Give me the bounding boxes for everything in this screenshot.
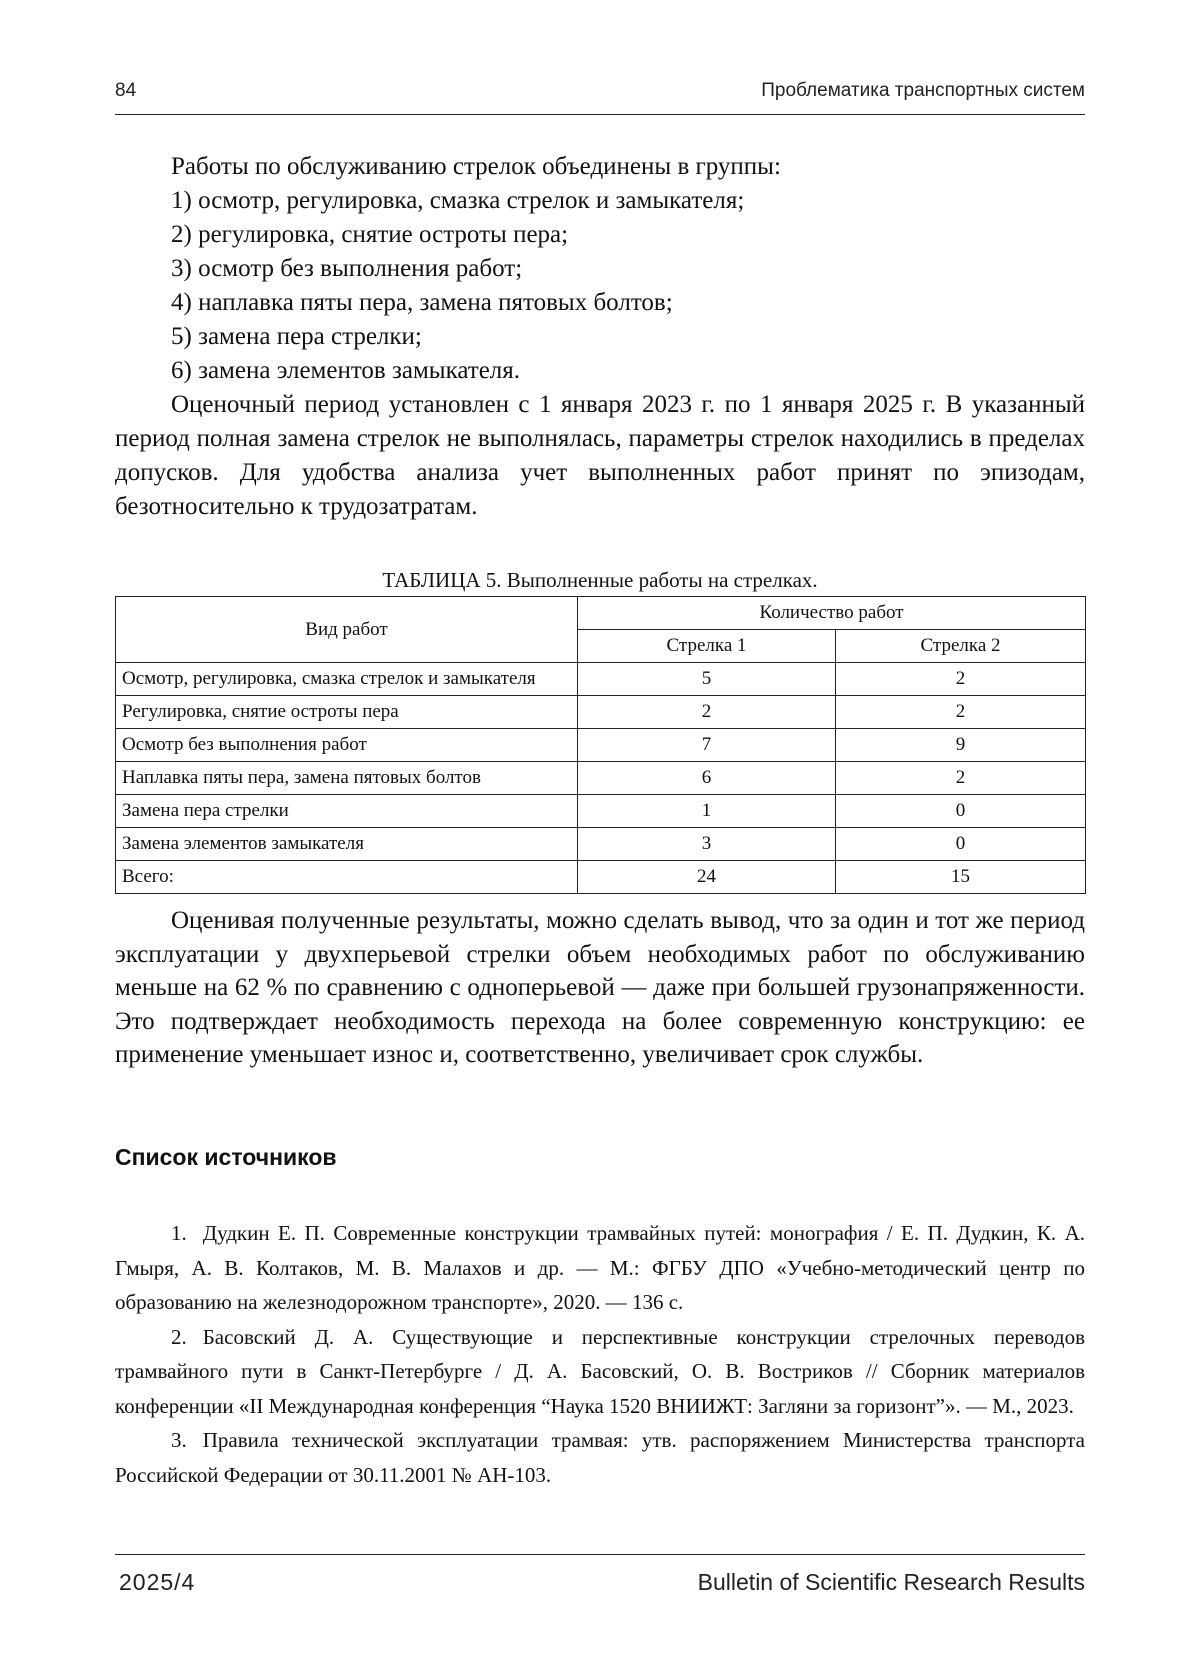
- table-row: [116, 663, 1086, 696]
- running-section-title: Проблематика транспортных систем: [761, 80, 1085, 101]
- page-header: [115, 74, 1085, 115]
- table-row: [116, 762, 1086, 795]
- list-item: 2) регулировка, снятие остроты пера;: [171, 221, 569, 248]
- list-item: 1) осмотр, регулировка, смазка стрелок и замыкателя;: [171, 187, 745, 214]
- references-list: [115, 1216, 1085, 1492]
- switch-2-value: 2: [836, 696, 1086, 729]
- switch-2-value: 9: [836, 729, 1086, 762]
- row-label: Наплавка пяты пера, замена пятовых болтов: [116, 762, 578, 795]
- works-table: [115, 596, 1086, 894]
- switch-1-value: 6: [578, 762, 836, 795]
- table-row: [116, 795, 1086, 828]
- list-item: 6) замена элементов замыкателя.: [171, 357, 521, 384]
- page-number: 84: [115, 80, 137, 101]
- switch-2-value: 2: [836, 663, 1086, 696]
- switch-2-value: 2: [836, 762, 1086, 795]
- period-paragraph: Оценочный период установлен с 1 января 2023 г. по 1 января 2025 г. В указанный период полная замена стрелок не выполнялась, параметры стрелок находились в пределах допусков. Для удобства анализа учет выполненных работ принят по эпизодам, безотносительно к трудозатратам.: [115, 391, 1085, 520]
- row-label: Замена элементов замыкателя: [116, 828, 578, 861]
- row-label: Осмотр без выполнения работ: [116, 729, 578, 762]
- reference-item: [115, 1423, 1085, 1492]
- intro-text: [115, 150, 1085, 524]
- journal-title: Bulletin of Scientific Research Results: [697, 1569, 1085, 1595]
- references-heading: Список источников: [115, 1144, 337, 1170]
- switch-2-value: 0: [836, 795, 1086, 828]
- list-item: 3) осмотр без выполнения работ;: [171, 255, 523, 282]
- reference-item: [115, 1320, 1085, 1424]
- table-row: [116, 696, 1086, 729]
- conclusion-paragraph: Оценивая полученные результаты, можно сделать вывод, что за один и тот же период эксплуатации у двухперьевой стрелки объем необходимых работ по обслуживанию меньше на 62 % по сравнению с одноперьевой — даже при большей грузонапряженности. Это подтверждает необходимость перехода на более современную конструкцию: ее применение уменьшает износ и, соответственно, увеличивает срок службы.: [115, 907, 1085, 1068]
- switch-1-value: 5: [578, 663, 836, 696]
- reference-text: Дудкин Е. П. Современные конструкции трамвайных путей: монография / Е. П. Дудкин, К. А. Гмыря, А. В. Колтаков, М. В. Малахов и др. — М.: ФГБУ ДПО «Учебно-методический центр по образованию на железнодорожном транспорте», 2020. — 136 с.: [115, 1221, 1085, 1314]
- reference-text: Правила технической эксплуатации трамвая: утв. распоряжением Министерства транспорта Российской Федерации от 30.11.2001 № АН-103.: [115, 1428, 1085, 1487]
- row-label: Регулировка, снятие остроты пера: [116, 696, 578, 729]
- intro-lead: Работы по обслуживанию стрелок объединены в группы:: [171, 153, 781, 180]
- reference-item: [115, 1216, 1085, 1320]
- reference-number: 3.: [171, 1428, 187, 1452]
- row-label: Замена пера стрелки: [116, 795, 578, 828]
- page-footer: [115, 1554, 1085, 1603]
- issue-number: 2025/4: [119, 1569, 196, 1595]
- switch-1-value: 2: [578, 696, 836, 729]
- table-header-row: [116, 597, 1086, 630]
- row-label: Осмотр, регулировка, смазка стрелок и замыкателя: [116, 663, 578, 696]
- switch-1-value: 3: [578, 828, 836, 861]
- reference-text: Басовский Д. А. Существующие и перспективные конструкции стрелочных переводов трамвайного пути в Санкт-Петербурге / Д. А. Басовский, О. В. Востриков // Сборник материалов конференции «II Международная конференция “Наука 1520 ВНИИЖТ: Загляни за горизонт”». — М., 2023.: [115, 1324, 1085, 1418]
- list-item: 5) замена пера стрелки;: [171, 323, 422, 350]
- conclusion-section: [115, 904, 1085, 1072]
- header-switch-1: Стрелка 1: [578, 630, 836, 663]
- switch-2-total: 15: [836, 861, 1086, 894]
- switch-1-value: 7: [578, 729, 836, 762]
- table-caption: ТАБЛИЦА 5. Выполненные работы на стрелках.: [382, 568, 818, 592]
- switch-1-value: 1: [578, 795, 836, 828]
- table-row: [116, 729, 1086, 762]
- header-work-count: Количество работ: [578, 597, 1086, 630]
- table-row: [116, 828, 1086, 861]
- header-switch-2: Стрелка 2: [836, 630, 1086, 663]
- header-work-type: Вид работ: [116, 597, 578, 663]
- row-label: Всего:: [116, 861, 578, 894]
- table-total-row: [116, 861, 1086, 894]
- list-item: 4) наплавка пяты пера, замена пятовых болтов;: [171, 289, 673, 316]
- reference-number: 2.: [171, 1324, 187, 1349]
- switch-2-value: 0: [836, 828, 1086, 861]
- reference-number: 1.: [171, 1221, 187, 1245]
- switch-1-total: 24: [578, 861, 836, 894]
